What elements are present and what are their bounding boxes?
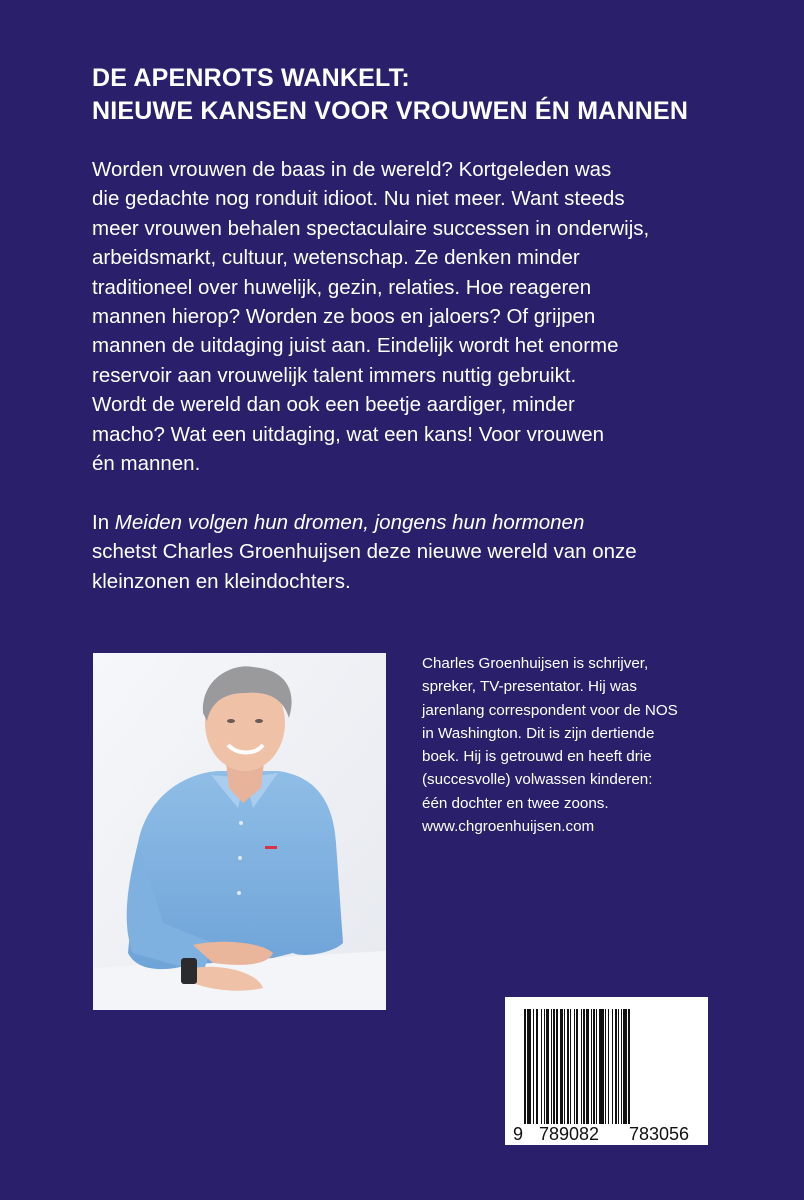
back-cover-heading: [92, 62, 772, 128]
heading-line-1: DE APENROTS WANKELT:: [92, 64, 410, 92]
author-bio: [422, 652, 742, 838]
isbn-group-1: 789082: [539, 1124, 600, 1144]
isbn-group-2: 783056: [629, 1124, 690, 1144]
book-title: Meiden volgen hun dromen, jongens hun hormonen: [114, 511, 585, 534]
blurb-paragraph: [92, 155, 752, 478]
bio-line: Charles Groenhuijsen is schrijver,: [422, 655, 649, 672]
intro-prefix: In: [92, 511, 115, 534]
book-intro-paragraph: [92, 508, 752, 596]
isbn-lead-digit: 9: [513, 1124, 524, 1144]
blurb-line: reservoir aan vrouwelijk talent immers nuttig gebruikt.: [92, 363, 577, 387]
book-intro-line: kleinzonen en kleindochters.: [92, 569, 351, 593]
isbn-number: [513, 1123, 703, 1145]
isbn-barcode: [505, 997, 708, 1145]
blurb-line: mannen hierop? Worden ze boos en jaloers? Of grijpen: [92, 305, 596, 329]
bio-line: in Washington. Dit is zijn dertiende: [422, 724, 655, 742]
heading-line-2: NIEUWE KANSEN VOOR VROUWEN ÉN MANNEN: [92, 97, 689, 125]
bio-line: spreker, TV-presentator. Hij was: [422, 678, 637, 696]
bio-line: jarenlang correspondent voor de NOS: [422, 701, 678, 719]
author-website: www.chgroenhuijsen.com: [422, 818, 595, 836]
barcode-bars: [524, 1009, 699, 1124]
blurb-line: Worden vrouwen de baas in de wereld? Kortgeleden was: [92, 158, 612, 181]
bio-line: één dochter en twee zoons.: [422, 794, 609, 812]
bio-line: boek. Hij is getrouwd en heeft drie: [422, 748, 652, 766]
blurb-line: mannen de uitdaging juist aan. Eindelijk wordt het enorme: [92, 334, 619, 358]
book-intro-line: [92, 508, 752, 537]
author-portrait-illustration: [93, 653, 386, 1010]
blurb-line: arbeidsmarkt, cultuur, wetenschap. Ze denken minder: [92, 246, 580, 270]
book-intro-line: schetst Charles Groenhuijsen deze nieuwe wereld van onze: [92, 540, 637, 564]
author-photo: [93, 653, 386, 1010]
blurb-line: macho? Wat een uitdaging, wat een kans! Voor vrouwen: [92, 422, 605, 446]
bio-line: (succesvolle) volwassen kinderen:: [422, 771, 653, 789]
blurb-line: Wordt de wereld dan ook een beetje aardiger, minder: [92, 393, 575, 417]
blurb-line: én mannen.: [92, 452, 201, 476]
blurb-line: meer vrouwen behalen spectaculaire successen in onderwijs,: [92, 216, 650, 240]
blurb-line: traditioneel over huwelijk, gezin, relaties. Hoe reageren: [92, 275, 592, 299]
blurb-line: die gedachte nog ronduit idioot. Nu niet meer. Want steeds: [92, 187, 625, 211]
